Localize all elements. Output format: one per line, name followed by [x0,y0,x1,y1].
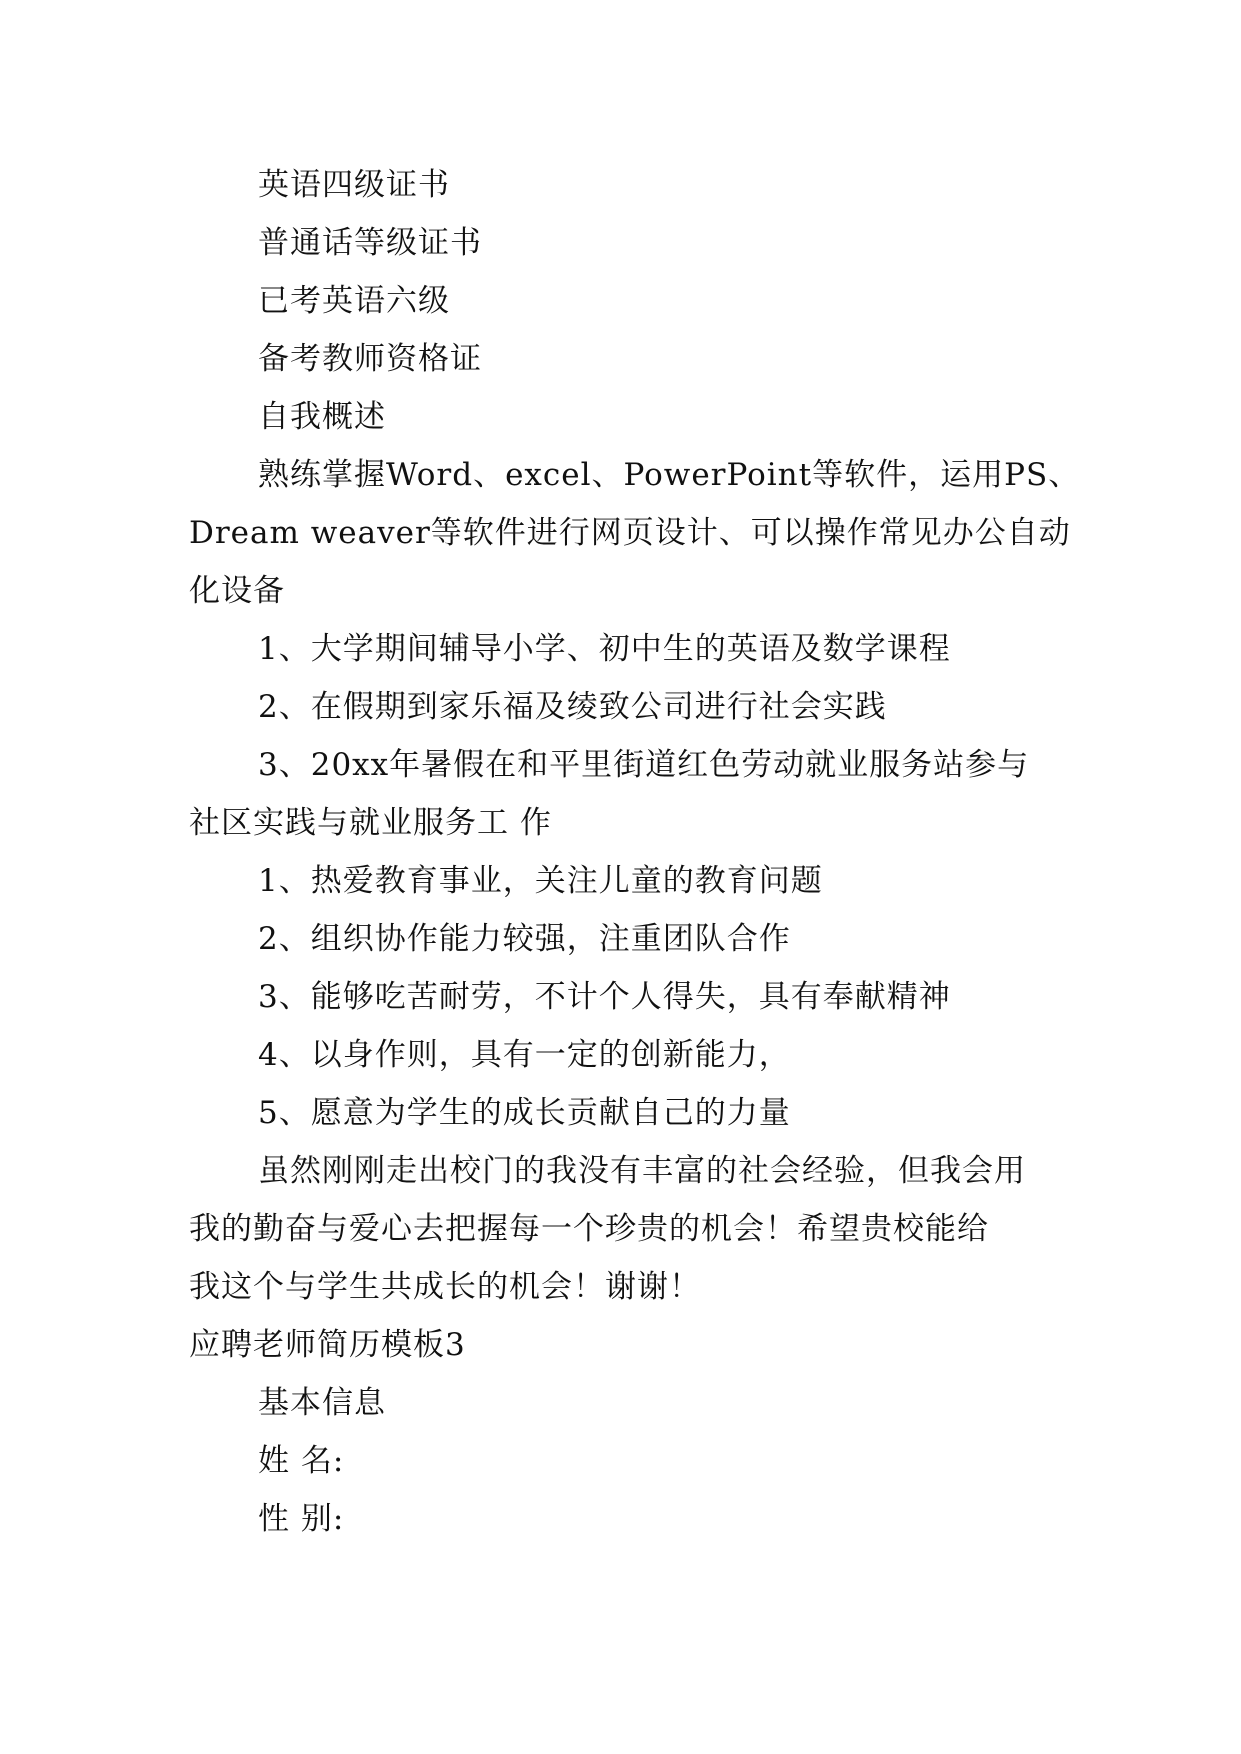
trait-item-2: 2、组织协作能力较强，注重团队合作 [258,921,791,957]
skills-paragraph-line-1: 熟练掌握Word、excel、PowerPoint等软件，运用PS、 [258,457,1081,493]
field-gender-label: 性 别: [258,1501,345,1537]
section-heading-basic-info: 基本信息 [258,1385,386,1421]
trait-item-5: 5、愿意为学生的成长贡献自己的力量 [258,1095,791,1131]
cert-english-cet6: 已考英语六级 [258,283,450,319]
cert-teacher: 备考教师资格证 [258,341,482,377]
section-heading-self-summary: 自我概述 [258,399,386,435]
field-name-label: 姓 名: [258,1443,345,1479]
template-title: 应聘老师简历模板3 [189,1327,466,1363]
experience-item-2: 2、在假期到家乐福及绫致公司进行社会实践 [258,689,887,725]
closing-paragraph-line-3: 我这个与学生共成长的机会！谢谢！ [189,1269,701,1305]
cert-mandarin: 普通话等级证书 [258,225,482,261]
skills-paragraph-line-2: Dream weaver等软件进行网页设计、可以操作常见办公自动 [189,515,1071,551]
trait-item-4: 4、以身作则，具有一定的创新能力， [258,1037,791,1073]
trait-item-3: 3、能够吃苦耐劳，不计个人得失，具有奉献精神 [258,979,951,1015]
closing-paragraph-line-2: 我的勤奋与爱心去把握每一个珍贵的机会！希望贵校能给 [189,1211,989,1247]
skills-paragraph-line-3: 化设备 [189,573,285,609]
trait-item-1: 1、热爱教育事业，关注儿童的教育问题 [258,863,823,899]
closing-paragraph-line-1: 虽然刚刚走出校门的我没有丰富的社会经验，但我会用 [258,1153,1026,1189]
experience-item-3-line-2: 社区实践与就业服务工 作 [189,805,552,841]
experience-item-1: 1、大学期间辅导小学、初中生的英语及数学课程 [258,631,951,667]
experience-item-3-line-1: 3、20xx年暑假在和平里街道红色劳动就业服务站参与 [258,747,1030,783]
cert-english-cet4: 英语四级证书 [258,167,450,203]
